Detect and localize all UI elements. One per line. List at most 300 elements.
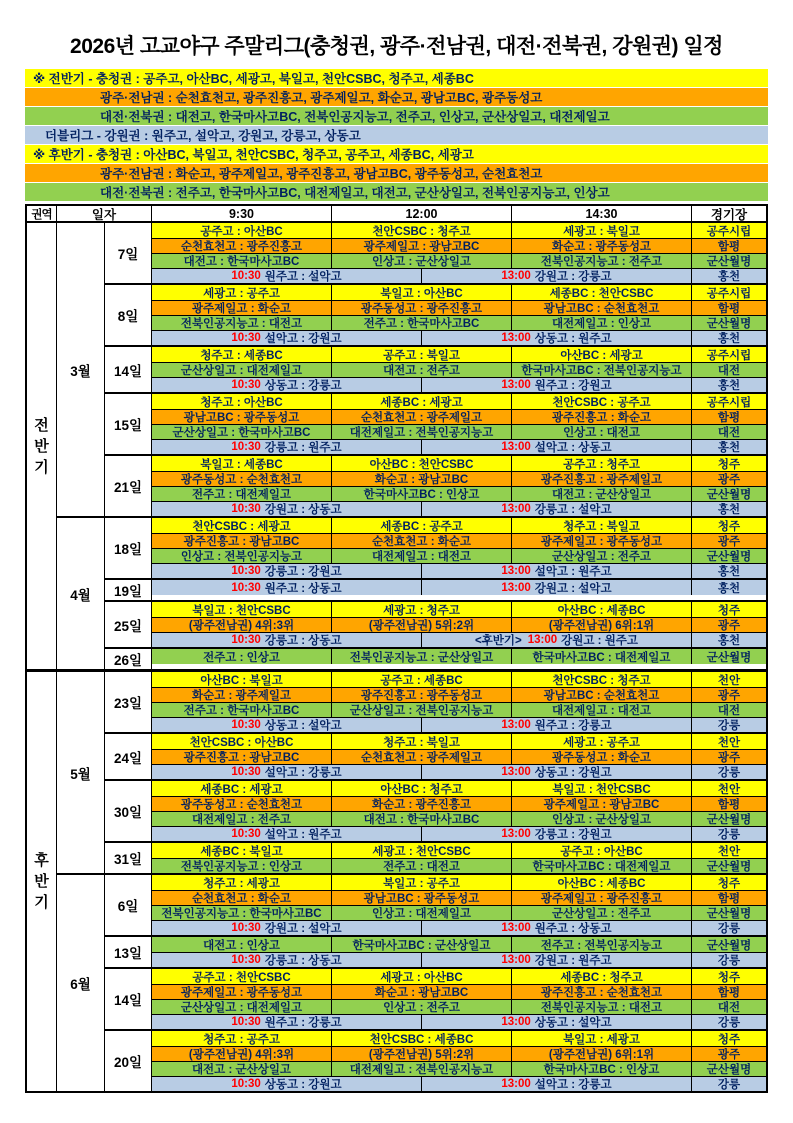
matchup: 강원고 : 원주고	[561, 635, 639, 647]
match-cell: (광주전남권) 6위:1위	[512, 1047, 692, 1061]
matchup: 상동고 : 원주고	[534, 333, 612, 345]
match-cell: 군산상일고 : 전주고	[512, 906, 692, 920]
match-cell: 광주진흥고 : 광주동성고	[332, 688, 512, 702]
game-row	[152, 377, 766, 392]
month-row	[57, 873, 766, 1091]
match-cell: 광남고BC : 광주동성고	[332, 891, 512, 905]
gangwon-match-cell	[152, 633, 422, 647]
day-cell: 14일	[105, 969, 152, 1029]
venue-cell: 홍천	[692, 580, 766, 595]
note-row: 대전·전북권 : 대전고, 한국마사고BC, 전북인공지능고, 전주고, 인상고, 군산상일고, 대전제일고	[25, 107, 768, 126]
match-cell: 광남고BC : 순천효천고	[512, 301, 692, 315]
match-cell: 전북인공지능고 : 대전고	[512, 1000, 692, 1014]
venue-cell: 강릉	[692, 953, 766, 967]
day-rows	[152, 518, 766, 578]
game-row	[152, 687, 766, 702]
game-row	[152, 456, 766, 471]
match-cell: 전북인공지능고 : 대전고	[152, 316, 332, 330]
match-cell: 공주고 : 천안CSBC	[152, 969, 332, 984]
match-cell: 인상고 : 대전고	[512, 425, 692, 439]
days	[105, 223, 766, 516]
match-cell: 청주고 : 아산BC	[152, 394, 332, 409]
game-row	[152, 409, 766, 424]
venue-cell: 홍천	[692, 269, 766, 283]
venue-cell: 군산월명	[692, 812, 766, 826]
match-cell: 광주진흥고 : 광남고BC	[152, 534, 332, 548]
game-row	[152, 548, 766, 563]
matchup: 설악고 : 강원고	[264, 333, 342, 345]
match-cell: 한국마사고BC : 군산상일고	[332, 937, 512, 952]
game-time: 10:30	[231, 828, 261, 840]
match-cell: 광주제일고 : 광주동성고	[512, 534, 692, 548]
game-row	[152, 999, 766, 1014]
match-cell: 화순고 : 광남고BC	[332, 472, 512, 486]
game-time: 13:00	[501, 503, 531, 515]
matchup: 설악고 : 상동고	[534, 442, 612, 454]
region-label-char: 전	[34, 416, 49, 434]
day-cell: 23일	[105, 672, 152, 732]
day-rows	[152, 781, 766, 841]
match-cell: 대전제일고 : 전북인공지능고	[332, 425, 512, 439]
day-rows	[152, 875, 766, 935]
matchup: 강원고 : 설악고	[534, 582, 612, 595]
day-cell: 13일	[105, 937, 152, 967]
venue-cell: 군산월명	[692, 487, 766, 501]
day-rows	[152, 734, 766, 779]
match-cell: 광주진흥고 : 광남고BC	[152, 750, 332, 764]
col-header-date: 일자	[57, 206, 152, 221]
gangwon-match-cell	[422, 1077, 692, 1091]
day-rows	[152, 223, 766, 283]
match-cell: 대전제일고 : 대전고	[332, 549, 512, 563]
matchup: 강원고 : 설악고	[264, 923, 342, 935]
game-time: 10:30	[231, 954, 261, 966]
venue-cell: 군산월명	[692, 859, 766, 873]
game-row	[152, 471, 766, 486]
game-row	[152, 905, 766, 920]
game-time: 10:30	[231, 565, 261, 577]
match-cell: 인상고 : 군산상일고	[332, 254, 512, 268]
gangwon-match-cell	[422, 440, 692, 454]
gangwon-match-cell	[152, 953, 422, 967]
matchup: 설악고 : 원주고	[534, 566, 612, 578]
section-first-half	[27, 223, 766, 669]
region-label-char: 반	[34, 437, 49, 455]
match-cell: 전주고 : 대전고	[332, 859, 512, 873]
match-cell: 화순고 : 광주제일고	[152, 688, 332, 702]
col-header-1430: 14:30	[512, 206, 692, 221]
venue-cell: 공주시립	[692, 285, 766, 300]
venue-cell: 군산월명	[692, 906, 766, 920]
game-row	[152, 580, 766, 595]
game-row	[152, 533, 766, 548]
venue-cell: 공주시립	[692, 394, 766, 409]
months	[57, 223, 766, 669]
match-cell: 세광고 : 청주고	[332, 602, 512, 617]
game-time: 13:00	[501, 332, 531, 344]
venue-cell: 홍천	[692, 502, 766, 516]
match-cell: 공주고 : 아산BC	[152, 223, 332, 238]
match-cell: 순천효천고 : 광주진흥고	[152, 239, 332, 253]
matchup: 원주고 : 상동고	[534, 923, 612, 935]
match-cell: 아산BC : 북일고	[152, 672, 332, 687]
region-label-char: 후	[34, 852, 49, 869]
match-cell: 전주고 : 인상고	[152, 649, 332, 664]
table-header-row	[27, 206, 766, 223]
day-rows	[152, 456, 766, 516]
game-row	[152, 858, 766, 873]
day-cell: 24일	[105, 734, 152, 779]
match-cell: 청주고 : 북일고	[332, 734, 512, 749]
game-time: 13:00	[501, 922, 531, 934]
venue-cell: 청주	[692, 875, 766, 890]
match-cell: 광주진흥고 : 광주제일고	[512, 472, 692, 486]
day-cell: 6일	[105, 875, 152, 935]
day-cell: 21일	[105, 456, 152, 516]
game-row	[152, 717, 766, 732]
day-block	[105, 647, 766, 669]
matchup: 강원고 : 강릉고	[534, 271, 612, 283]
venue-cell: 대전	[692, 1000, 766, 1014]
game-row	[152, 702, 766, 717]
gangwon-match-cell	[422, 765, 692, 779]
match-cell: 북일고 : 아산BC	[332, 285, 512, 300]
venue-cell: 대전	[692, 363, 766, 377]
match-cell: 북일고 : 천안CSBC	[512, 781, 692, 796]
schedule-table	[25, 204, 768, 1093]
venue-cell: 군산월명	[692, 649, 766, 664]
gangwon-match-cell	[152, 827, 422, 841]
day-block	[105, 454, 766, 516]
match-cell: 아산BC : 청주고	[332, 781, 512, 796]
venue-cell: 함평	[692, 797, 766, 811]
game-time: 10:30	[231, 719, 261, 731]
game-row	[152, 649, 766, 664]
gangwon-match-cell	[152, 564, 422, 578]
match-cell: 군산상일고 : 한국마사고BC	[152, 425, 332, 439]
day-cell: 15일	[105, 394, 152, 454]
match-cell: 공주고 : 세종BC	[332, 672, 512, 687]
day-block	[105, 600, 766, 647]
matchup: 강릉고 : 설악고	[534, 504, 612, 516]
match-cell: 천안CSBC : 세광고	[152, 518, 332, 533]
venue-cell: 홍천	[692, 378, 766, 392]
match-cell: 한국마사고BC : 대전제일고	[512, 649, 692, 664]
match-cell: 세종BC : 공주고	[332, 518, 512, 533]
match-cell: 청주고 : 세광고	[152, 875, 332, 890]
matchup: 원주고 : 설악고	[264, 271, 342, 283]
game-row	[152, 843, 766, 858]
match-cell: 전북인공지능고 : 전주고	[512, 254, 692, 268]
day-rows	[152, 969, 766, 1029]
match-cell: 전주고 : 한국마사고BC	[152, 703, 332, 717]
gangwon-match-cell	[152, 765, 422, 779]
venue-cell: 청주	[692, 1031, 766, 1046]
match-cell: 광남고BC : 광주동성고	[152, 410, 332, 424]
game-row	[152, 749, 766, 764]
match-cell: 청주고 : 공주고	[152, 1031, 332, 1046]
gangwon-match-cell	[422, 1015, 692, 1029]
game-time: 10:30	[231, 581, 261, 594]
match-cell: 전주고 : 대전제일고	[152, 487, 332, 501]
game-row	[152, 253, 766, 268]
matchup: 강릉고 : 원주고	[264, 442, 342, 454]
match-cell: 인상고 : 대전제일고	[332, 906, 512, 920]
match-cell: 순천효천고 : 화순고	[152, 891, 332, 905]
matchup: 원주고 : 상동고	[264, 582, 342, 595]
day-block	[105, 283, 766, 345]
match-cell: (광주전남권) 4위:3위	[152, 618, 332, 632]
venue-cell: 군산월명	[692, 316, 766, 330]
gangwon-match-cell	[152, 921, 422, 935]
day-block	[105, 935, 766, 967]
match-cell: 대전고 : 한국마사고BC	[152, 254, 332, 268]
day-cell: 18일	[105, 518, 152, 578]
matchup: 원주고 : 강릉고	[264, 1017, 342, 1029]
matchup: 강릉고 : 상동고	[264, 635, 342, 647]
note-row: 더블리그 - 강원권 : 원주고, 설악고, 강원고, 강릉고, 상동고	[25, 126, 768, 145]
venue-cell: 광주	[692, 1047, 766, 1061]
day-block	[105, 578, 766, 600]
day-block	[105, 875, 766, 935]
venue-cell: 함평	[692, 239, 766, 253]
day-cell: 26일	[105, 649, 152, 669]
col-header-1200: 12:00	[332, 206, 512, 221]
match-cell: 북일고 : 세종BC	[152, 456, 332, 471]
day-rows	[152, 843, 766, 873]
match-cell: 청주고 : 세종BC	[152, 347, 332, 362]
game-row	[152, 811, 766, 826]
matchup: 원주고 : 강릉고	[534, 720, 612, 732]
venue-cell: 강릉	[692, 718, 766, 732]
venue-cell: 함평	[692, 985, 766, 999]
gangwon-match-cell	[422, 921, 692, 935]
match-cell: 광주동성고 : 순천효천고	[152, 472, 332, 486]
note-row: 대전·전북권 : 전주고, 한국마사고BC, 대전제일고, 대전고, 군산상일고, 전북인공지능고, 인상고	[25, 183, 768, 202]
venue-cell: 군산월명	[692, 1062, 766, 1076]
venue-cell: 천안	[692, 672, 766, 687]
month-cell: 6월	[57, 875, 105, 1091]
day-rows	[152, 672, 766, 732]
game-row	[152, 602, 766, 617]
gangwon-match-cell	[152, 331, 422, 345]
game-time: 13:00	[501, 766, 531, 778]
venue-cell: 홍천	[692, 331, 766, 345]
game-row	[152, 315, 766, 330]
month-row	[57, 516, 766, 669]
day-cell: 30일	[105, 781, 152, 841]
game-row	[152, 223, 766, 238]
months	[57, 672, 766, 1091]
day-block	[105, 779, 766, 841]
day-block	[105, 672, 766, 732]
venue-cell: 청주	[692, 456, 766, 471]
game-time: 10:30	[231, 1078, 261, 1090]
venue-cell: 천안	[692, 734, 766, 749]
match-cell: 광주진흥고 : 화순고	[512, 410, 692, 424]
match-cell: 세광고 : 공주고	[512, 734, 692, 749]
match-cell: 세광고 : 북일고	[512, 223, 692, 238]
game-row	[152, 826, 766, 841]
day-rows	[152, 602, 766, 647]
matchup: 원주고 : 강원고	[534, 380, 612, 392]
venue-cell: 청주	[692, 602, 766, 617]
game-row	[152, 890, 766, 905]
match-cell: 대전고 : 전주고	[332, 363, 512, 377]
match-cell: 대전제일고 : 인상고	[512, 316, 692, 330]
match-cell: 군산상일고 : 대전제일고	[152, 363, 332, 377]
game-row	[152, 394, 766, 409]
match-cell: 한국마사고BC : 대전제일고	[512, 859, 692, 873]
matchup: 상동고 : 설악고	[264, 720, 342, 732]
match-cell: 북일고 : 세광고	[512, 1031, 692, 1046]
venue-cell: 공주시립	[692, 223, 766, 238]
gangwon-match-cell	[422, 953, 692, 967]
game-row	[152, 347, 766, 362]
gangwon-match-cell	[152, 502, 422, 516]
game-time: 10:30	[231, 332, 261, 344]
match-cell: 한국마사고BC : 인상고	[332, 487, 512, 501]
page-title: 2026년 고교야구 주말리그(충청권, 광주·전남권, 대전·전북권, 강원권) 일정	[70, 35, 723, 58]
match-cell: 세종BC : 세광고	[332, 394, 512, 409]
game-time: 13:00	[501, 379, 531, 391]
game-row	[152, 1031, 766, 1046]
half-marker: <후반기>	[474, 635, 522, 647]
venue-cell: 함평	[692, 891, 766, 905]
match-cell: 천안CSBC : 청주고	[332, 223, 512, 238]
game-time: 13:00	[501, 565, 531, 577]
month-row	[57, 672, 766, 873]
venue-cell: 군산월명	[692, 937, 766, 952]
day-block	[105, 518, 766, 578]
match-cell: 아산BC : 세광고	[512, 347, 692, 362]
venue-cell: 홍천	[692, 564, 766, 578]
day-cell: 20일	[105, 1031, 152, 1091]
match-cell: 화순고 : 광남고BC	[332, 985, 512, 999]
match-cell: 순천효천고 : 광주제일고	[332, 750, 512, 764]
match-cell: 전북인공지능고 : 군산상일고	[332, 649, 512, 664]
match-cell: 아산BC : 세종BC	[512, 602, 692, 617]
region-label-char: 기	[34, 894, 49, 911]
day-cell: 8일	[105, 285, 152, 345]
game-row	[152, 984, 766, 999]
col-header-region: 권역	[27, 206, 57, 221]
match-cell: 순천효천고 : 화순고	[332, 534, 512, 548]
day-cell: 25일	[105, 602, 152, 647]
venue-cell: 대전	[692, 425, 766, 439]
match-cell: 광주제일고 : 광남고BC	[512, 797, 692, 811]
matchup: 상동고 : 강원고	[264, 1079, 342, 1091]
gangwon-match-cell	[152, 440, 422, 454]
match-cell: 대전고 : 한국마사고BC	[332, 812, 512, 826]
gangwon-match-cell	[152, 718, 422, 732]
match-cell: 공주고 : 북일고	[332, 347, 512, 362]
game-row	[152, 501, 766, 516]
days	[105, 875, 766, 1091]
gangwon-match-cell	[422, 331, 692, 345]
day-block	[105, 392, 766, 454]
day-block	[105, 345, 766, 392]
game-time: 10:30	[231, 503, 261, 515]
matchup: 상동고 : 강릉고	[264, 380, 342, 392]
day-block	[105, 732, 766, 779]
game-row	[152, 672, 766, 687]
game-row	[152, 518, 766, 533]
gangwon-match-cell	[422, 378, 692, 392]
venue-cell: 광주	[692, 688, 766, 702]
game-time: 10:30	[231, 270, 261, 282]
game-row	[152, 362, 766, 377]
match-cell: 순천효천고 : 광주제일고	[332, 410, 512, 424]
matchup: 강원고 : 상동고	[264, 504, 342, 516]
game-row	[152, 1061, 766, 1076]
match-cell: 세종BC : 천안CSBC	[512, 285, 692, 300]
game-time: 10:30	[231, 441, 261, 453]
venue-cell: 군산월명	[692, 549, 766, 563]
match-cell: 세광고 : 천안CSBC	[332, 843, 512, 858]
region-label-char: 기	[34, 458, 49, 476]
match-cell: (광주전남권) 5위:2위	[332, 618, 512, 632]
day-rows	[152, 1031, 766, 1091]
note-row: ※ 전반기 - 충청권 : 공주고, 아산BC, 세광고, 북일고, 천안CSBC, 청주고, 세종BC	[25, 69, 768, 88]
note-row: 광주·전남권 : 순천효천고, 광주진흥고, 광주제일고, 화순고, 광남고BC, 광주동성고	[25, 88, 768, 107]
match-cell: 인상고 : 군산상일고	[512, 812, 692, 826]
game-row	[152, 617, 766, 632]
game-row	[152, 952, 766, 967]
venue-cell: 청주	[692, 518, 766, 533]
matchup: 설악고 : 강릉고	[534, 1079, 612, 1091]
match-cell: 광주동성고 : 순천효천고	[152, 797, 332, 811]
match-cell: 화순고 : 광주진흥고	[332, 797, 512, 811]
game-row	[152, 796, 766, 811]
gangwon-match-cell	[152, 580, 422, 595]
gangwon-match-cell	[422, 718, 692, 732]
matchup: 강릉고 : 상동고	[264, 955, 342, 967]
match-cell: 한국마사고BC : 인상고	[512, 1062, 692, 1076]
match-cell: 대전고 : 군산상일고	[152, 1062, 332, 1076]
game-time: 10:30	[231, 922, 261, 934]
match-cell: 군산상일고 : 대전제일고	[152, 1000, 332, 1014]
match-cell: 광주동성고 : 화순고	[512, 750, 692, 764]
venue-cell: 청주	[692, 969, 766, 984]
gangwon-match-cell	[422, 633, 692, 647]
game-row	[152, 937, 766, 952]
game-time: 10:30	[231, 1016, 261, 1028]
day-block	[105, 223, 766, 283]
day-cell: 7일	[105, 223, 152, 283]
match-cell: 대전제일고 : 전주고	[152, 812, 332, 826]
match-cell: 광주제일고 : 광남고BC	[332, 239, 512, 253]
day-block	[105, 1029, 766, 1091]
day-block	[105, 841, 766, 873]
match-cell: 전주고 : 한국마사고BC	[332, 316, 512, 330]
match-cell: 세종BC : 청주고	[512, 969, 692, 984]
day-rows	[152, 394, 766, 454]
venue-cell: 군산월명	[692, 254, 766, 268]
venue-cell: 천안	[692, 843, 766, 858]
game-row	[152, 764, 766, 779]
matchup: 강릉고 : 강원고	[534, 829, 612, 841]
day-rows	[152, 580, 766, 600]
match-cell: 광주진흥고 : 순천효천고	[512, 985, 692, 999]
gangwon-match-cell	[422, 502, 692, 516]
match-cell: 공주고 : 아산BC	[512, 843, 692, 858]
game-row	[152, 632, 766, 647]
match-cell: 천안CSBC : 아산BC	[152, 734, 332, 749]
game-time: 13:00	[501, 719, 531, 731]
day-cell: 14일	[105, 347, 152, 392]
col-header-930: 9:30	[152, 206, 332, 221]
